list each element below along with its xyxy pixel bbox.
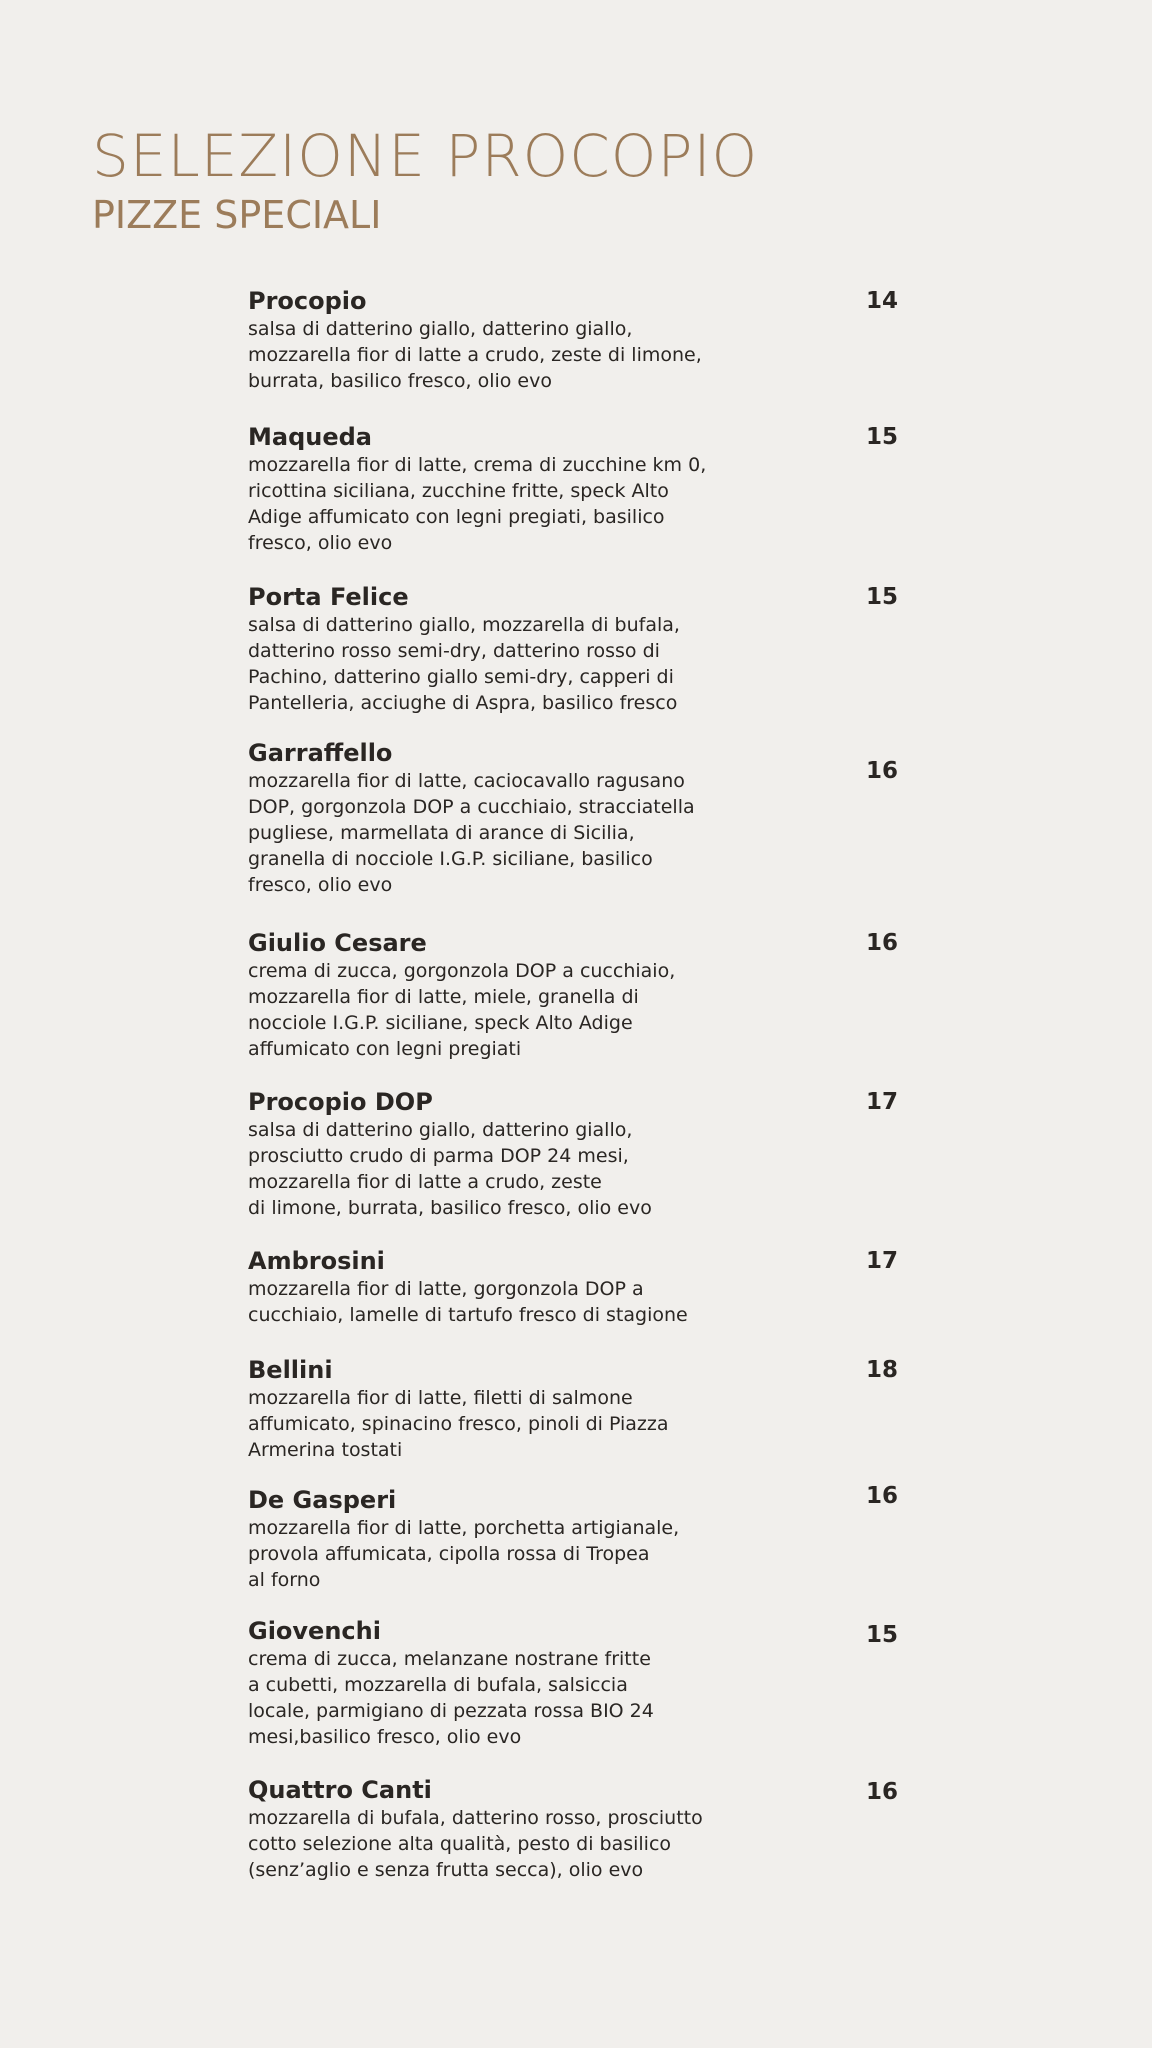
item-description: mozzarella fior di latte, caciocavallo ragusano DOP, gorgonzola DOP a cucchiaio, stracciatella pugliese, marmellata di arance di Sicilia, granella di nocciole I.G.P. siciliane, basilico fresco, olio evo xyxy=(248,770,695,896)
menu-item-de-gasperi xyxy=(248,1485,898,1593)
item-price: 16 xyxy=(865,930,898,956)
item-name: Bellini xyxy=(248,1356,333,1384)
item-name: De Gasperi xyxy=(248,1486,397,1514)
item-name: Maqueda xyxy=(248,423,372,451)
item-description: mozzarella di bufala, datterino rosso, prosciutto cotto selezione alta qualità, pesto di basilico (senz’aglio e senza frutta secca), olio evo xyxy=(248,1807,703,1881)
item-name: Procopio DOP xyxy=(248,1088,433,1116)
item-description: mozzarella fior di latte, filetti di salmone affumicato, spinacino fresco, pinoli di Piazza Armerina tostati xyxy=(248,1387,669,1461)
item-description: mozzarella fior di latte, crema di zucchine km 0, ricottina siciliana, zucchine fritte, speck Alto Adige affumicato con legni pregiati, basilico fresco, olio evo xyxy=(248,454,707,554)
menu-header xyxy=(92,120,758,238)
item-price: 17 xyxy=(865,1089,898,1115)
menu-item-porta-felice xyxy=(248,582,898,716)
menu-item-garraffello xyxy=(248,738,898,898)
item-name: Procopio xyxy=(248,287,367,315)
menu-item-giovenchi xyxy=(248,1616,898,1750)
item-description: mozzarella fior di latte, gorgonzola DOP a cucchiaio, lamelle di tartufo fresco di stagione xyxy=(248,1278,688,1326)
item-price: 18 xyxy=(865,1357,898,1383)
item-description: crema di zucca, melanzane nostrane fritte a cubetti, mozzarella di bufala, salsiccia locale, parmigiano di pezzata rossa BIO 24 mesi,basilico fresco, olio evo xyxy=(248,1648,654,1748)
menu-item-maqueda xyxy=(248,422,898,556)
menu-item-procopio xyxy=(248,286,898,394)
item-name: Giulio Cesare xyxy=(248,929,427,957)
item-description: crema di zucca, gorgonzola DOP a cucchiaio, mozzarella fior di latte, miele, granella di nocciole I.G.P. siciliane, speck Alto Adige affumicato con legni pregiati xyxy=(248,960,676,1060)
page-title: SELEZIONE PROCOPIO xyxy=(92,122,759,190)
item-description: salsa di datterino giallo, mozzarella di bufala, datterino rosso semi-dry, datterino rosso di Pachino, datterino giallo semi-dry, capperi di Pantelleria, acciughe di Aspra, basilico fresco xyxy=(248,614,680,714)
item-name: Giovenchi xyxy=(248,1617,381,1645)
item-name: Quattro Canti xyxy=(248,1776,432,1804)
item-description: salsa di datterino giallo, datterino giallo, prosciutto crudo di parma DOP 24 mesi, mozzarella fior di latte a crudo, zeste di limone, burrata, basilico fresco, olio evo xyxy=(248,1119,652,1219)
item-description: mozzarella fior di latte, porchetta artigianale, provola affumicata, cipolla rossa di Tropea al forno xyxy=(248,1517,680,1591)
menu-item-procopio-dop xyxy=(248,1087,898,1221)
item-price: 16 xyxy=(865,1483,898,1509)
item-name: Porta Felice xyxy=(248,583,409,611)
menu-item-giulio-cesare xyxy=(248,928,898,1062)
menu-item-ambrosini xyxy=(248,1246,898,1328)
item-price: 17 xyxy=(865,1248,898,1274)
item-description: salsa di datterino giallo, datterino giallo, mozzarella fior di latte a crudo, zeste di limone, burrata, basilico fresco, olio evo xyxy=(248,318,702,392)
item-price: 15 xyxy=(865,1622,898,1648)
section-subtitle: PIZZE SPECIALI xyxy=(92,193,382,237)
item-price: 15 xyxy=(865,424,898,450)
item-price: 16 xyxy=(865,1779,898,1805)
menu-item-bellini xyxy=(248,1355,898,1463)
item-price: 15 xyxy=(865,584,898,610)
item-name: Garraffello xyxy=(248,739,393,767)
item-name: Ambrosini xyxy=(248,1247,385,1275)
menu-item-quattro-canti xyxy=(248,1775,898,1883)
item-price: 14 xyxy=(865,288,898,314)
item-price: 16 xyxy=(865,758,898,784)
